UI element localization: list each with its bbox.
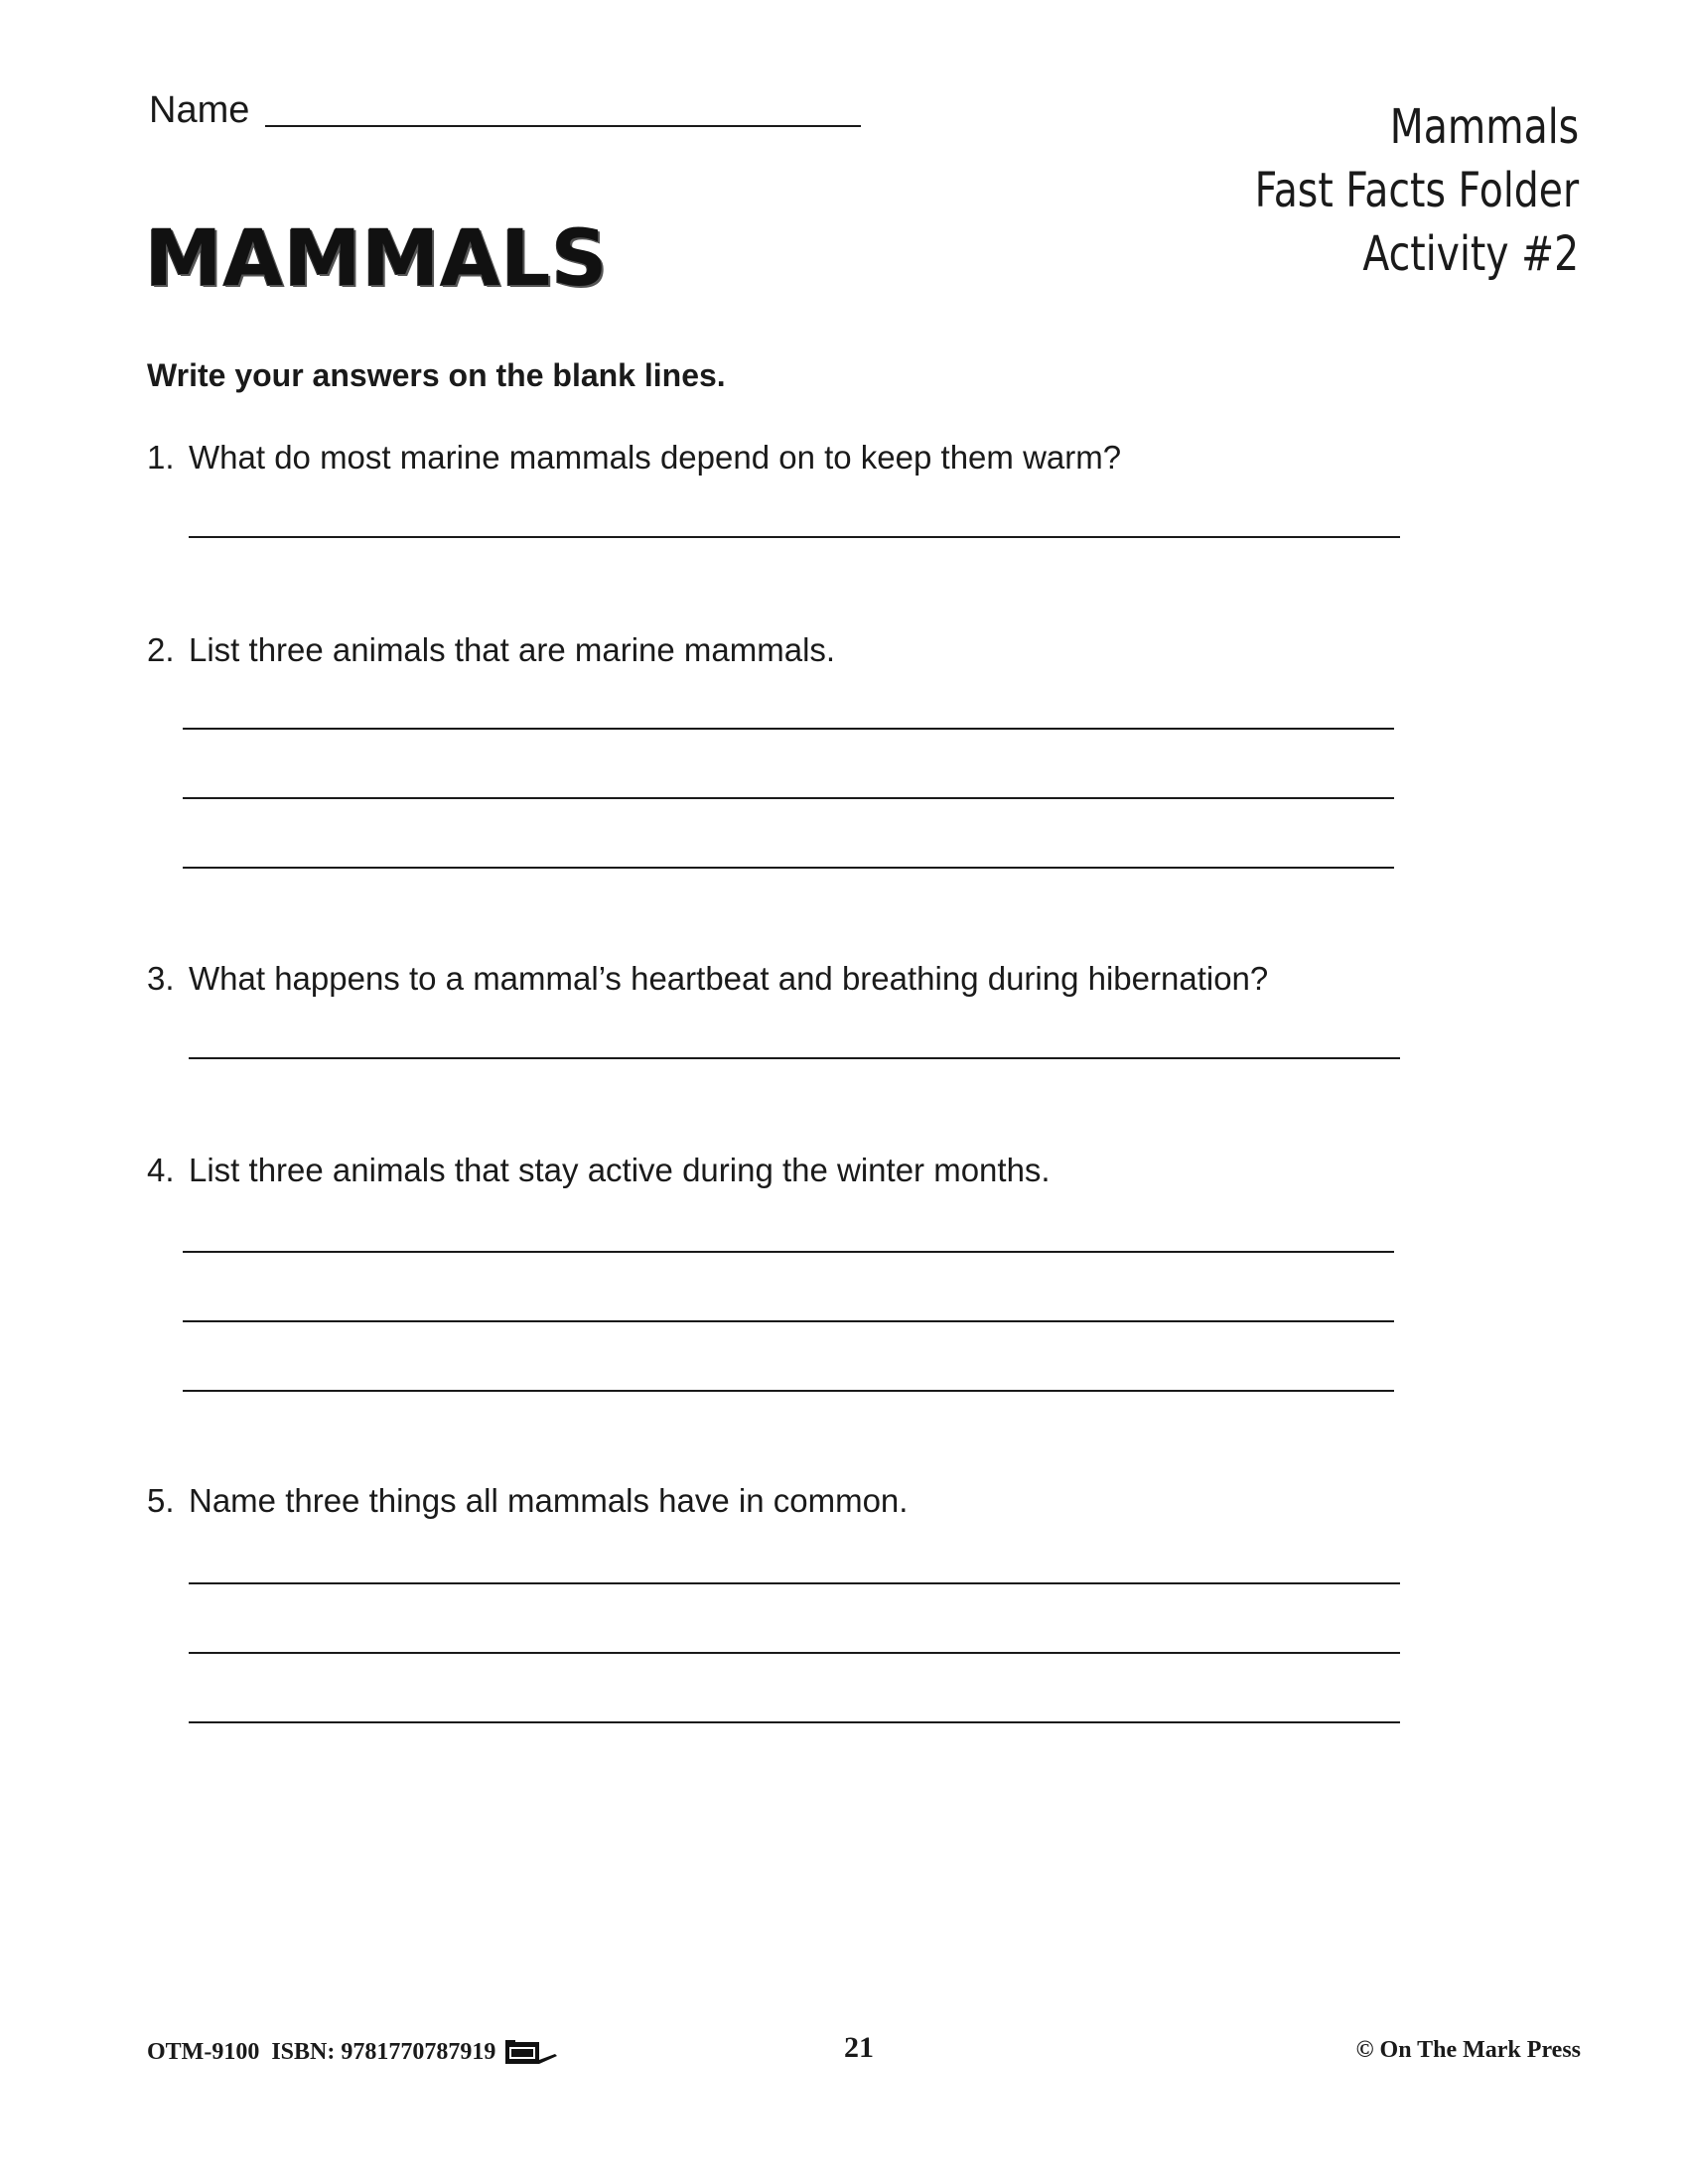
instructions: Write your answers on the blank lines. bbox=[147, 357, 726, 393]
name-label: Name bbox=[149, 89, 250, 131]
title-line-activity: Activity #2 bbox=[1362, 226, 1579, 282]
question-text: List three animals that stay active during the winter months. bbox=[189, 1152, 1051, 1188]
question-5 bbox=[147, 1484, 908, 1517]
publisher-book-icon bbox=[503, 2038, 559, 2066]
answer-line-1a[interactable] bbox=[189, 536, 1400, 538]
question-text: List three animals that are marine mammals. bbox=[189, 631, 836, 668]
question-number: 5. bbox=[147, 1482, 175, 1519]
answer-line-4c[interactable] bbox=[183, 1390, 1394, 1392]
mammals-logo bbox=[145, 214, 609, 304]
question-text: What do most marine mammals depend on to keep them warm? bbox=[189, 439, 1122, 476]
answer-line-5b[interactable] bbox=[189, 1652, 1400, 1654]
copyright: © On The Mark Press bbox=[1355, 2037, 1581, 2063]
question-number: 2. bbox=[147, 631, 175, 668]
answer-line-2a[interactable] bbox=[183, 728, 1394, 730]
page-number: 21 bbox=[844, 2031, 874, 2064]
mammals-logo-text: MAMMALS bbox=[145, 214, 609, 304]
question-text: Name three things all mammals have in common. bbox=[189, 1482, 909, 1519]
answer-line-5c[interactable] bbox=[189, 1721, 1400, 1723]
title-line-subject: Mammals bbox=[1389, 99, 1579, 155]
answer-line-3a[interactable] bbox=[189, 1057, 1400, 1059]
question-2 bbox=[147, 633, 835, 666]
answer-line-2c[interactable] bbox=[183, 867, 1394, 869]
isbn: ISBN: 9781770787919 bbox=[271, 2039, 496, 2065]
question-3 bbox=[147, 962, 1268, 995]
worksheet-title bbox=[1255, 95, 1579, 286]
name-row bbox=[149, 91, 861, 129]
answer-line-4a[interactable] bbox=[183, 1251, 1394, 1253]
question-1 bbox=[147, 441, 1121, 474]
question-number: 4. bbox=[147, 1152, 175, 1188]
question-number: 3. bbox=[147, 960, 175, 997]
question-number: 1. bbox=[147, 439, 175, 476]
product-code: OTM-9100 bbox=[147, 2039, 260, 2065]
answer-line-2b[interactable] bbox=[183, 797, 1394, 799]
footer-identifiers bbox=[147, 2038, 559, 2066]
name-answer-line[interactable] bbox=[265, 125, 861, 127]
answer-line-4b[interactable] bbox=[183, 1320, 1394, 1322]
title-line-folder: Fast Facts Folder bbox=[1254, 163, 1579, 218]
answer-line-5a[interactable] bbox=[189, 1582, 1400, 1584]
question-text: What happens to a mammal’s heartbeat and breathing during hibernation? bbox=[189, 960, 1269, 997]
question-4 bbox=[147, 1154, 1051, 1186]
